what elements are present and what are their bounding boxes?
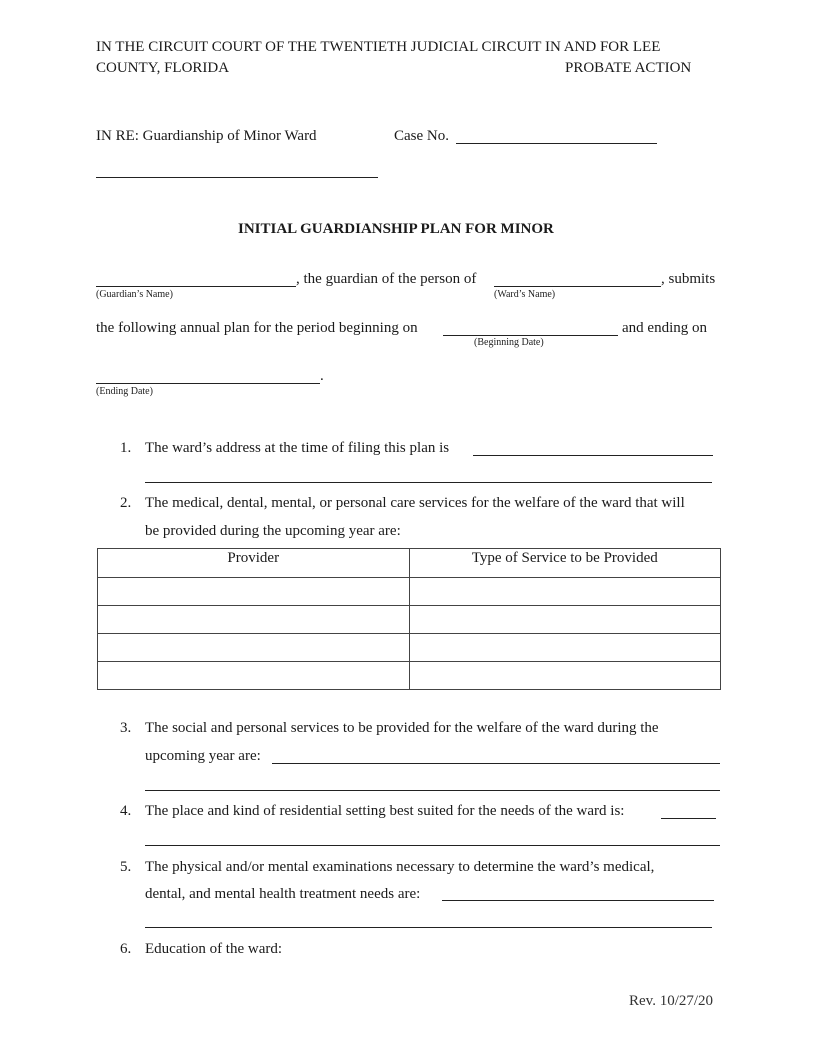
case-no-field[interactable] [456, 143, 657, 144]
item-3-text-line2: upcoming year are: [145, 748, 261, 764]
item-2-text: The medical, dental, mental, or personal care services for the welfare of the ward that will [145, 495, 685, 511]
case-no-label: Case No. [394, 128, 449, 144]
ending-date-caption: (Ending Date) [96, 386, 153, 397]
guardian-of-text: , the guardian of the person of [296, 271, 477, 287]
item-3-text: The social and personal services to be provided for the welfare of the ward during the [145, 720, 659, 736]
court-header-county: COUNTY, FLORIDA [96, 60, 230, 76]
service-type-cell[interactable] [409, 634, 721, 662]
item-number: 4. [120, 803, 132, 819]
service-type-cell[interactable] [409, 662, 721, 690]
guardian-name-caption: (Guardian’s Name) [96, 289, 173, 300]
ward-name-caption-field[interactable] [96, 177, 378, 178]
provider-column-header: Provider [98, 549, 410, 578]
services-table [97, 548, 721, 690]
item-number: 2. [120, 495, 132, 511]
plan-period-text: the following annual plan for the period beginning on [96, 320, 418, 336]
item-5-text: The physical and/or mental examinations necessary to determine the ward’s medical, [145, 859, 655, 875]
beginning-date-field[interactable] [443, 335, 618, 336]
residential-setting-field[interactable] [661, 818, 716, 819]
item-5-text-line2: dental, and mental health treatment needs are: [145, 886, 421, 902]
table-row [98, 634, 721, 662]
table-header-row [98, 549, 721, 578]
document-title: INITIAL GUARDIANSHIP PLAN FOR MINOR [238, 221, 554, 237]
item-4-text: The place and kind of residential setting best suited for the needs of the ward is: [145, 803, 625, 819]
provider-cell[interactable] [98, 578, 410, 606]
table-row [98, 578, 721, 606]
court-header-line1: IN THE CIRCUIT COURT OF THE TWENTIETH JUDICIAL CIRCUIT IN AND FOR LEE [96, 39, 661, 55]
ward-address-field[interactable] [473, 455, 713, 456]
table-row [98, 662, 721, 690]
ending-date-field[interactable] [96, 383, 320, 384]
social-services-field-line2[interactable] [145, 790, 720, 791]
service-type-cell[interactable] [409, 578, 721, 606]
service-type-column-header: Type of Service to be Provided [409, 549, 721, 578]
guardian-name-field[interactable] [96, 286, 296, 287]
ward-name-field[interactable] [494, 286, 661, 287]
examinations-field[interactable] [442, 900, 714, 901]
ending-on-text: and ending on [622, 320, 707, 336]
item-number: 6. [120, 941, 132, 957]
period-end-mark: . [320, 368, 324, 384]
item-6-text: Education of the ward: [145, 941, 283, 957]
item-number: 3. [120, 720, 132, 736]
residential-setting-field-line2[interactable] [145, 845, 720, 846]
examinations-field-line2[interactable] [145, 927, 712, 928]
service-type-cell[interactable] [409, 606, 721, 634]
beginning-date-caption: (Beginning Date) [474, 337, 544, 348]
probate-action-label: PROBATE ACTION [565, 60, 692, 76]
submits-text: , submits [661, 271, 716, 287]
ward-address-field-line2[interactable] [145, 482, 712, 483]
ward-name-caption: (Ward’s Name) [494, 289, 556, 300]
item-number: 5. [120, 859, 132, 875]
item-1-text: The ward’s address at the time of filing this plan is [145, 440, 450, 456]
provider-cell[interactable] [98, 606, 410, 634]
revision-date: Rev. 10/27/20 [629, 993, 714, 1009]
provider-cell[interactable] [98, 634, 410, 662]
item-number: 1. [120, 440, 132, 456]
item-2-text-line2: be provided during the upcoming year are: [145, 523, 401, 539]
social-services-field[interactable] [272, 763, 720, 764]
table-row [98, 606, 721, 634]
in-re-label: IN RE: Guardianship of Minor Ward [96, 128, 317, 144]
provider-cell[interactable] [98, 662, 410, 690]
